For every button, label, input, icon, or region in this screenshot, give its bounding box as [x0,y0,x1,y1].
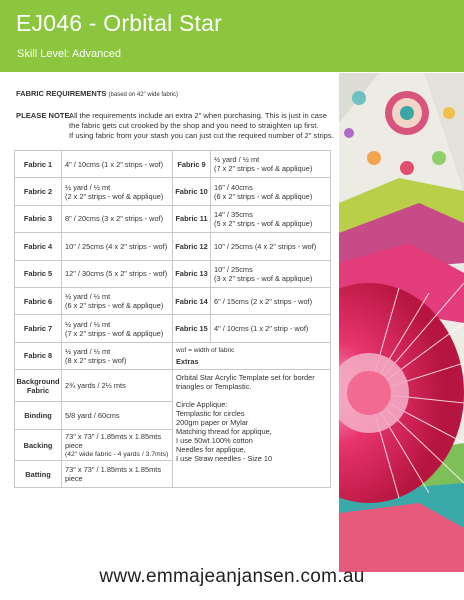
title-banner [0,0,464,72]
table-row [15,233,331,260]
fabric-amount: ½ yard / ½ mt (2 x 2" strips - wof & applique) [62,178,173,205]
table-row [15,151,331,178]
fabric-name: Fabric 5 [15,260,62,287]
fabric-requirements-table [14,150,331,488]
fabric-name: Fabric 12 [173,233,211,260]
fabric-amount: 73" x 73" / 1.85mts x 1.85mts piece (42" wide fabric - 4 yards / 3.7mts) [62,430,173,461]
table-row [15,315,331,342]
pattern-title: EJ046 - Orbital Star [16,10,222,36]
fabric-amount: 5/8 yard / 60cms [62,402,173,430]
fabric-amount: ½ yard / ½ mt (7 x 2" strips - wof & applique) [62,315,173,342]
fabric-amount: 4" / 10cms (1 x 2" strip - wof) [211,315,331,342]
fabric-amount: 10" / 25cms (3 x 2" strips - wof & applique) [211,260,331,287]
fabric-name: Fabric 2 [15,178,62,205]
fabric-name: Background Fabric [15,370,62,402]
fabric-amount: ½ yard / ½ mt (8 x 2" strips - wof) [62,342,173,369]
fabric-amount: 10" / 25cms (4 x 2" strips - wof) [62,233,173,260]
table-row [15,287,331,314]
website-url[interactable]: www.emmajeanjansen.com.au [99,566,365,587]
fabric-name: Fabric 8 [15,342,62,369]
fabric-name: Fabric 3 [15,205,62,232]
fabric-name: Fabric 1 [15,151,62,178]
skill-level: Skill Level: Advanced [17,48,121,60]
fabric-amount: ½ yard / ½ mt (7 x 2" strips - wof & applique) [211,151,331,178]
fabric-name: Fabric 14 [173,287,211,314]
requirements-heading-note: (based on 42" wide fabric) [108,92,179,98]
note-line-3: If using fabric from your stash you can just cut the required number of 2" strips. [69,131,334,140]
fabric-name: Fabric 15 [173,315,211,342]
note-line-1: All the requirements include an extra 2" when purchasing. This is just in case [69,111,327,120]
fabric-name: Batting [15,461,62,488]
table-row [15,260,331,287]
fabric-requirements-heading [16,89,178,98]
extras-applique: Circle Applique: Templastic for circles 200gm paper or Mylar Matching thread for applique, I use 50wt 100% cotton Needles for applique, I use Straw needles - Size 10 [176,400,273,464]
quilt-photo [339,73,464,572]
extras-list [173,370,331,488]
note-label: PLEASE NOTE: [16,111,73,120]
fabric-name: Fabric 11 [173,205,211,232]
extras-template: Orbital Star Acrylic Template set for border triangles or Templastic. [176,373,315,392]
fabric-name: Fabric 10 [173,178,211,205]
table-row [15,370,331,402]
table-row [15,205,331,232]
fabric-name: Fabric 13 [173,260,211,287]
fabric-name: Fabric 6 [15,287,62,314]
table-row [15,342,331,369]
fabric-amount: ½ yard / ½ mt (6 x 2" strips - wof & applique) [62,287,173,314]
fabric-name: Fabric 9 [173,151,211,178]
requirements-heading-text: FABRIC REQUIREMENTS [16,89,107,98]
fabric-amount: 73" x 73" / 1.85mts x 1.85mts piece [62,461,173,488]
note-line-2: the fabric gets cut crooked by the shop and you need to straighten up first. [69,121,319,130]
fabric-amount: 12" / 30cms (5 x 2" strips - wof) [62,260,173,287]
fabric-amount: 2¾ yards / 2½ mts [62,370,173,402]
fabric-name: Fabric 4 [15,233,62,260]
wof-note: wof = width of fabric [176,346,235,354]
fabric-amount: 6" / 15cms (2 x 2" strips - wof) [211,287,331,314]
quilt-centre-dot [347,371,391,415]
fabric-amount: 16" / 40cms (6 x 2" strips - wof & applique) [211,178,331,205]
fabric-amount: 14" / 35cms (5 x 2" strips - wof & applique) [211,205,331,232]
fabric-amount: 10" / 25cms (4 x 2" strips - wof) [211,233,331,260]
extras-label: Extras [176,356,199,366]
fabric-name: Fabric 7 [15,315,62,342]
fabric-amount: 8" / 20cms (3 x 2" strips - wof) [62,205,173,232]
fabric-name: Backing [15,430,62,461]
extras-heading-cell [173,342,331,369]
table-row [15,178,331,205]
fabric-name: Binding [15,402,62,430]
fabric-amount: 4" / 10cms (1 x 2" strips - wof) [62,151,173,178]
